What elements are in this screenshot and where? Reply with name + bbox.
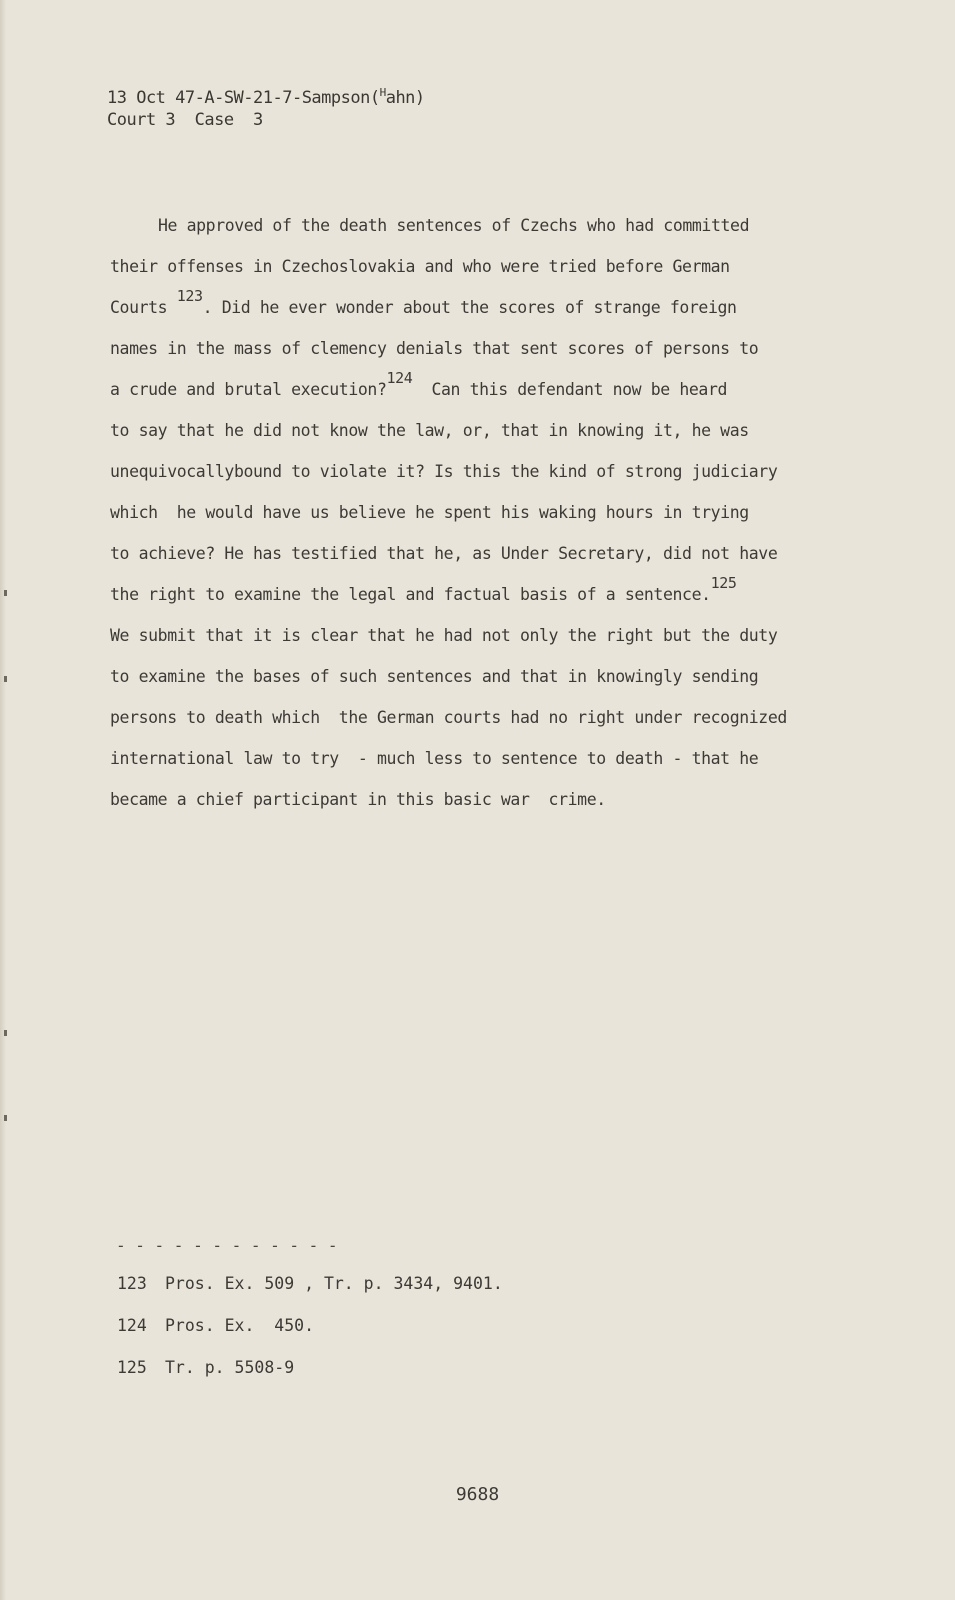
header-court-line: Court 3 Case 3 <box>107 110 263 130</box>
body-line: He approved of the death sentences of Czechs who had committed <box>158 216 750 235</box>
body-line <box>110 574 850 615</box>
body-line <box>110 369 850 410</box>
body-line: to examine the bases of such sentences and that in knowingly sending <box>110 667 759 686</box>
margin-mark <box>4 676 7 682</box>
header-reference: 13 Oct 47-A-SW-21-7-Sampson( <box>107 88 380 108</box>
footnote-text: Pros. Ex. 450. <box>165 1316 315 1335</box>
document-header <box>107 87 425 131</box>
body-line-text: Courts <box>110 298 177 317</box>
footnote-text: Pros. Ex. 509 , Tr. p. 3434, 9401. <box>165 1274 503 1293</box>
body-line-text: . Did he ever wonder about the scores of strange foreign <box>202 298 737 317</box>
header-reference-end: ahn) <box>385 88 425 108</box>
body-line-text: a crude and brutal execution? <box>110 380 387 399</box>
footnote <box>117 1347 503 1389</box>
header-reference-line <box>107 87 425 109</box>
footnote-reference: 123 <box>176 287 203 305</box>
footnote-divider: - - - - - - - - - - - - <box>116 1236 338 1255</box>
footnote <box>117 1263 503 1305</box>
body-line: persons to death which the German courts had no right under recognized <box>110 708 787 727</box>
body-paragraph <box>110 205 850 820</box>
footnote-number: 123 <box>117 1274 147 1293</box>
page-number: 9688 <box>455 1484 500 1505</box>
body-line: became a chief participant in this basic war crime. <box>110 790 606 809</box>
footnote-number: 125 <box>117 1358 147 1377</box>
body-line: which he would have us believe he spent his waking hours in trying <box>110 503 749 522</box>
margin-mark <box>4 590 7 596</box>
body-line-text: Can this defendant now be heard <box>412 380 728 399</box>
footnote-text: Tr. p. 5508-9 <box>165 1358 295 1377</box>
margin-mark <box>4 1030 7 1036</box>
body-line: to achieve? He has testified that he, as Under Secretary, did not have <box>110 544 778 563</box>
footnotes <box>117 1263 503 1389</box>
body-line: We submit that it is clear that he had not only the right but the duty <box>110 626 778 645</box>
footnote-reference: 124 <box>386 369 413 387</box>
body-line-text: the right to examine the legal and factual basis of a sentence. <box>110 585 711 604</box>
margin-mark <box>4 1115 7 1121</box>
body-line: international law to try - much less to sentence to death - that he <box>110 749 759 768</box>
header-reference-superscript: H <box>379 86 386 99</box>
body-line: names in the mass of clemency denials that sent scores of persons to <box>110 339 759 358</box>
body-line: their offenses in Czechoslovakia and who were tried before German <box>110 257 730 276</box>
footnote <box>117 1305 503 1347</box>
footnote-number: 124 <box>117 1316 147 1335</box>
body-line <box>110 287 850 328</box>
body-line: to say that he did not know the law, or, that in knowing it, he was <box>110 421 749 440</box>
body-line: unequivocallybound to violate it? Is this the kind of strong judiciary <box>110 462 778 481</box>
footnote-reference: 125 <box>710 574 737 592</box>
